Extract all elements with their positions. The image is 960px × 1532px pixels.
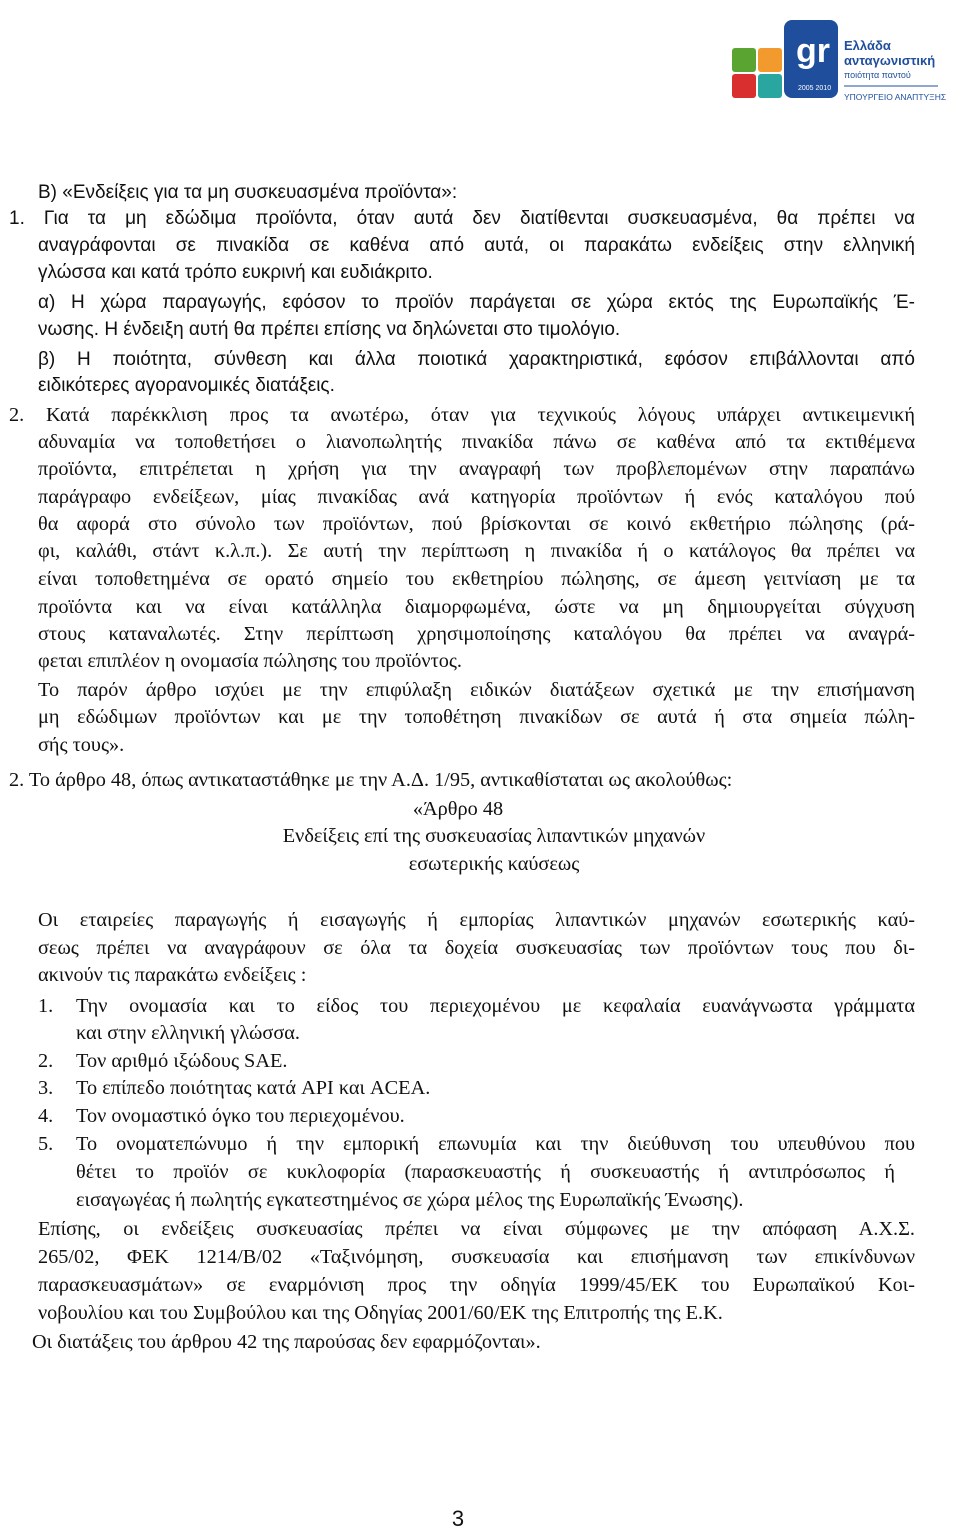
section-b-p2-line4: παράγραφο ενδείξεων, μίας πινακίδας ανά κατηγορία προϊόντων ή ενός καταλόγου πού <box>38 486 915 508</box>
svg-text:ανταγωνιστική: ανταγωνιστική <box>844 53 936 68</box>
section-b-p2-line10: φεται επιπλέον η ονομασία πώλησης του προϊόντος. <box>38 650 462 672</box>
svg-text:2005 2010: 2005 2010 <box>798 85 832 92</box>
section-b-p2-line1: 2. Κατά παρέκκλιση προς τα ανωτέρω, όταν για τεχνικούς λόγους υπάρχει αντικειμενική <box>9 404 915 426</box>
also-line2: 265/02, ΦΕΚ 1214/Β/02 «Ταξινόμηση, συσκευασία και επισήμανση των επικίνδυνων <box>38 1246 915 1268</box>
article-2-intro: 2. Το άρθρο 48, όπως αντικαταστάθηκε με την Α.Δ. 1/95, αντικαθίσταται ως ακολούθως: <box>9 769 733 791</box>
section-b-p2-line5: θα αφορά στο σύνολο των προϊόντων, πού βρίσκονται σε κοινό εκθετήριο πώλησης (ρά- <box>38 513 915 535</box>
section-b-p3-line3: σής τους». <box>38 734 125 756</box>
svg-text:Ελλάδα: Ελλάδα <box>844 38 891 53</box>
ministry-logo <box>706 0 960 134</box>
article-body-line3: ακινούν τις παρακάτω ενδείξεις : <box>38 964 307 986</box>
list-item-4: Τον ονομαστικό όγκο του περιεχομένου. <box>76 1105 405 1127</box>
section-b-p3-line2: μη εδώδιμων προϊόντων και με την τοποθέτηση πινακίδων σε αυτά ή στα σημεία πώλη- <box>38 706 915 728</box>
svg-text:ποιότητα παντού: ποιότητα παντού <box>844 70 911 80</box>
section-b-p1-line3: γλώσσα και κατά τρόπο ευκρινή και ευδιάκριτο. <box>38 262 433 283</box>
section-b-p2-line9: στους καταναλωτές. Στην περίπτωση χρησιμοποίησης καταλόγου θα πρέπει να αναγρά- <box>38 623 915 645</box>
list-item-number: 3. <box>38 1077 54 1099</box>
also-line3: παρασκευασμάτων» σε εναρμόνιση προς την οδηγία 1999/45/ΕΚ του Ευρωπαϊκού Κοι- <box>38 1274 915 1296</box>
article-title-line3: εσωτερικής καύσεως <box>408 853 580 875</box>
section-b-p2-line3: προϊόντα, επιτρέπεται η χρήση για την αναγραφή των προβλεπομένων στην παραπάνω <box>38 458 915 480</box>
list-item-5-line3: εισαγωγέας ή πωλητής εγκατεστημένος σε χώρα μέλος της Ευρωπαϊκής Ένωσης). <box>76 1189 744 1211</box>
list-item-2: Τον αριθμό ιξώδους SAE. <box>76 1050 288 1072</box>
section-b-b-line1: β) Η ποιότητα, σύνθεση και άλλα ποιοτικά χαρακτηριστικά, εφόσον επιβάλλονται από <box>38 349 915 370</box>
list-item-number: 5. <box>38 1133 54 1155</box>
section-b-p3-line1: Το παρόν άρθρο ισχύει με την επιφύλαξη ειδικών διατάξεων σχετικά με την επισήμανση <box>38 679 915 701</box>
article-title-line2: Ενδείξεις επί της συσκευασίας λιπαντικών μηχανών <box>282 825 706 847</box>
section-b-a-line2: νωσης. Η ένδειξη αυτή θα πρέπει επίσης να δηλώνεται στο τιμολόγιο. <box>38 319 621 340</box>
section-b-b-line2: ειδικότερες αγορανομικές διατάξεις. <box>38 375 335 396</box>
section-b-p2-line8: προϊόντα και να είναι κατάλληλα διαμορφωμένα, ώστε να μη δημιουργείται σύγχυση <box>38 596 915 618</box>
list-item-number: 1. <box>38 995 54 1017</box>
svg-text:ΥΠΟΥΡΓΕΙΟ ΑΝΑΠΤΥΞΗΣ: ΥΠΟΥΡΓΕΙΟ ΑΝΑΠΤΥΞΗΣ <box>844 92 947 102</box>
article-body-line2: σεως πρέπει να αναγράφουν σε όλα τα δοχεία συσκευασίας των προϊόντων τους που δι- <box>38 937 915 959</box>
section-b-p2-line6: φι, καλάθι, στάντ κ.λ.π.). Σε αυτή την περίπτωση η πινακίδα ή ο κατάλογος θα πρέπει να <box>38 540 915 562</box>
list-item-1-line1: Την ονομασία και το είδος του περιεχομένου με κεφαλαία ευανάγνωστα γράμματα <box>76 995 915 1017</box>
list-item-number: 4. <box>38 1105 54 1127</box>
also-line4: νοβουλίου και του Συμβούλου και της Οδηγίας 2001/60/ΕΚ της Επιτροπής της Ε.Κ. <box>38 1302 723 1324</box>
list-item-3: Το επίπεδο ποιότητας κατά API και ACEA. <box>76 1077 431 1099</box>
list-item-number: 2. <box>38 1050 54 1072</box>
list-item-1-line2: και στην ελληνική γλώσσα. <box>76 1022 300 1044</box>
svg-text:gr: gr <box>796 32 830 70</box>
list-item-5-line2: θέτει το προϊόν σε κυκλοφορία (παρασκευαστής ή συσκευαστής ή αντιπρόσωπος ή <box>76 1161 895 1183</box>
also-line1: Επίσης, οι ενδείξεις συσκευασίας πρέπει να είναι σύμφωνες με την απόφαση Α.Χ.Σ. <box>38 1218 915 1240</box>
section-b-p2-line7: είναι τοποθετημένα σε ορατό σημείο του εκθετηρίου πώλησης, σε άμεση γειτνίαση με τα <box>38 568 915 590</box>
page-number: 3 <box>451 1506 465 1531</box>
section-b-a-line1: α) Η χώρα παραγωγής, εφόσον το προϊόν παράγεται σε χώρα εκτός της Ευρωπαϊκής Έ- <box>38 292 915 313</box>
section-b-p1-line2: αναγράφονται σε πινακίδα σε καθένα από αυτά, οι παρακάτω ενδείξεις στην ελληνική <box>38 235 915 256</box>
gr-logo-icon <box>706 0 960 134</box>
list-item-5-line1: Το ονοματεπώνυμο ή την εμπορική επωνυμία και την διεύθυνση του υπευθύνου που <box>76 1133 915 1155</box>
article-body-line1: Οι εταιρείες παραγωγής ή εισαγωγής ή εμπορίας λιπαντικών μηχανών εσωτερικής καύ- <box>38 909 915 931</box>
closing-line: Οι διατάξεις του άρθρου 42 της παρούσας δεν εφαρμόζονται». <box>32 1331 541 1353</box>
section-b-p2-line2: αδυναμία να τοποθετήσει ο λιανοπωλητής πινακίδα πάνω σε καθένα από τα εκτιθέμενα <box>38 431 915 453</box>
section-b-heading: Β) «Ενδείξεις για τα μη συσκευασμένα προϊόντα»: <box>38 182 458 203</box>
section-b-p1-line1: 1. Για τα μη εδώδιμα προϊόντα, όταν αυτά δεν διατίθενται συσκευασμένα, θα πρέπει να <box>9 208 915 229</box>
article-title-line1: «Άρθρο 48 <box>412 798 504 820</box>
